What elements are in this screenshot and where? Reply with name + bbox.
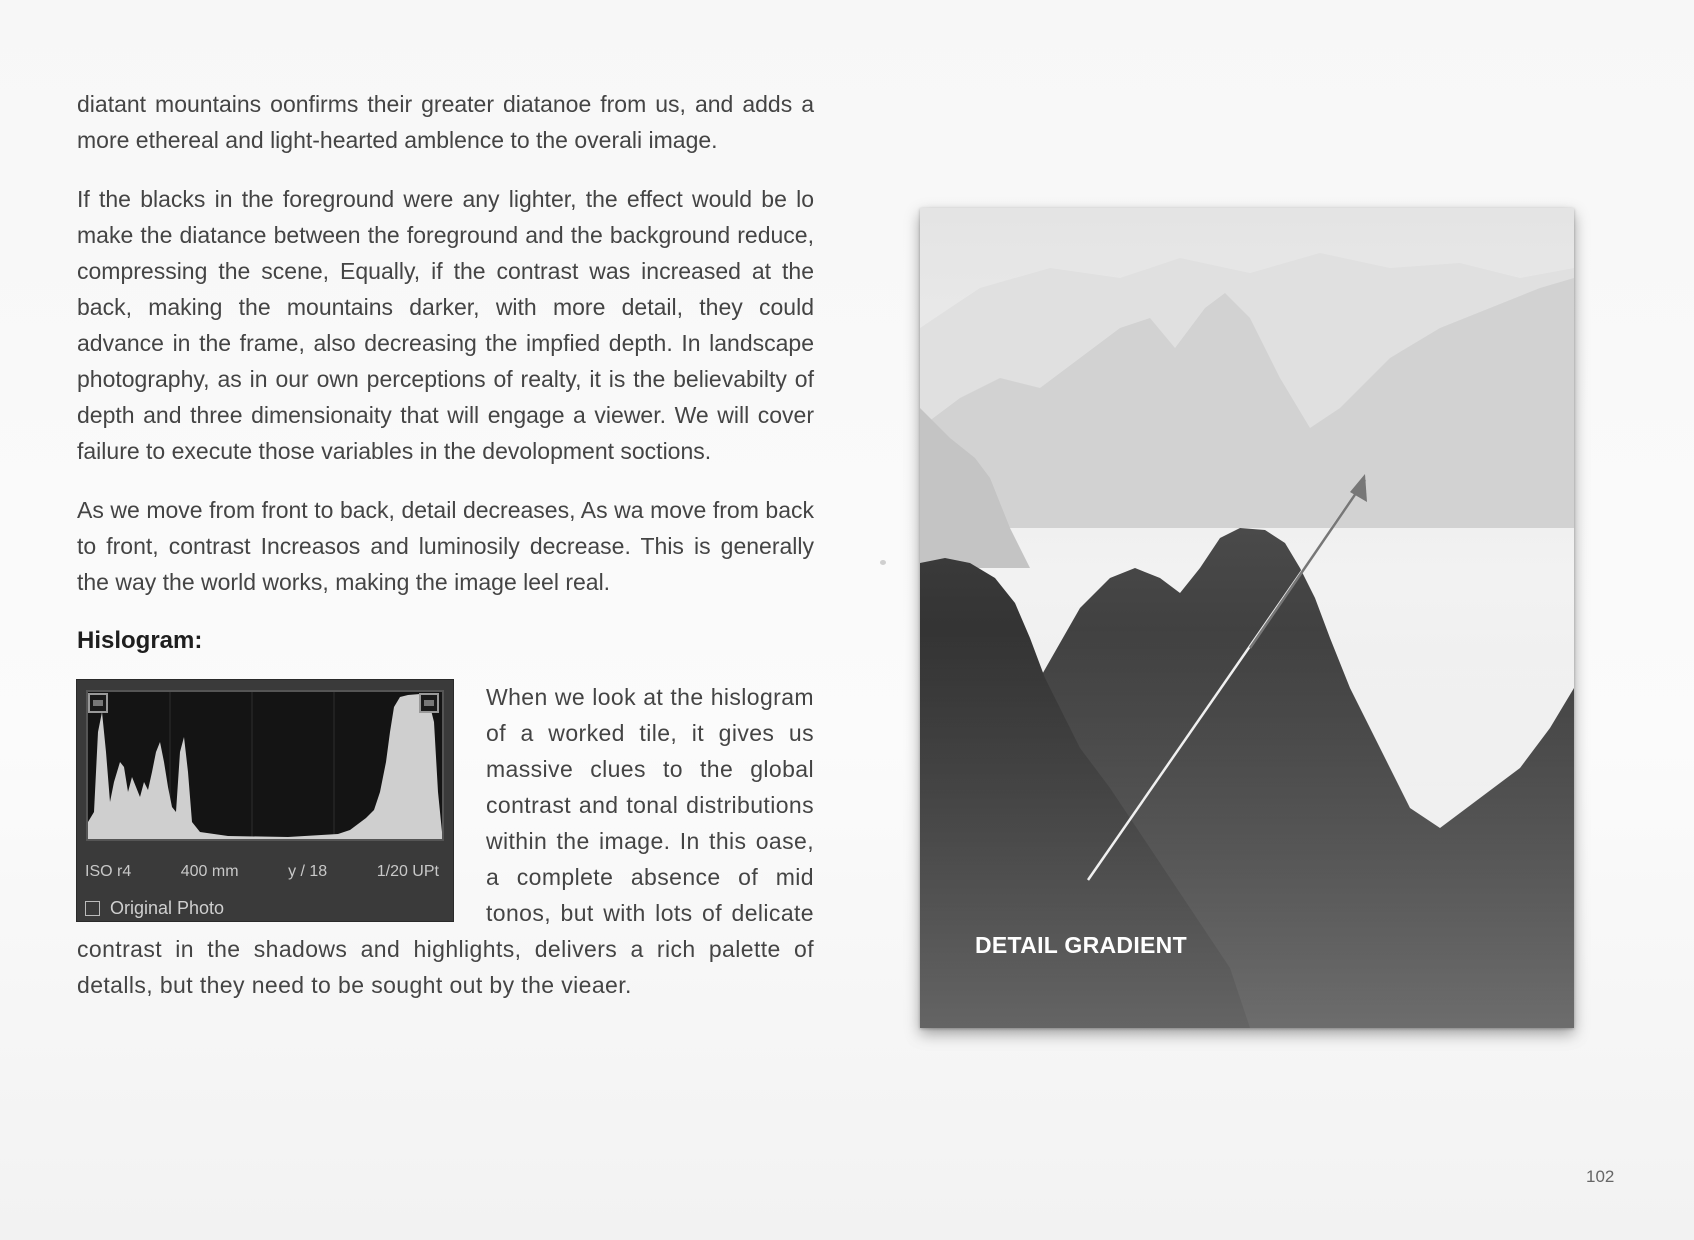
paragraph-depth-ambience: diatant mountains oonfirms their greater diatanoe from us, and adds a more ethereal and light-hearted amblence to the overali image. bbox=[77, 91, 814, 153]
body-text-column bbox=[77, 86, 814, 1026]
exif-iso: ISO r4 bbox=[85, 863, 132, 880]
histogram-panel bbox=[86, 690, 444, 841]
original-photo-checkbox[interactable] bbox=[85, 901, 100, 916]
mountain-photo-graphic bbox=[920, 208, 1574, 1028]
paragraph-foreground-blacks: If the blacks in the foreground were any lighter, the effect would be lo make the diatance between the foreground and the background reduce, compressing the scene, Equally, if the contrast was increased at the back, making the mountains darker, with more detail, they could advance in the frame, also decreasing the impfied depth. In landscape photography, as in our own perceptions of realty, it is the believabilty of depth and three dimensionaity that will engage a viewer. We will cover failure to execute those variables in the devolopment soctions. bbox=[77, 186, 814, 464]
exif-info-row bbox=[85, 854, 439, 890]
shadow-clipping-icon[interactable] bbox=[88, 693, 108, 713]
detail-gradient-label: DETAIL GRADIENT bbox=[975, 932, 1187, 958]
exif-shutter: 1/20 UPt bbox=[376, 863, 439, 880]
paragraph-front-to-back: As we move from front to back, detail decreases, As wa move from back to front, contrast Increasos and luminosily decrease. This is generally the way the world works, making the image leel real. bbox=[77, 497, 814, 595]
histogram-widget bbox=[76, 679, 454, 922]
page-number: 102 bbox=[1586, 1167, 1615, 1186]
exif-aperture: y / 18 bbox=[288, 863, 328, 880]
exif-focal-length: 400 mm bbox=[180, 863, 239, 880]
landscape-photo bbox=[920, 208, 1574, 1028]
paragraph-histogram-description: When we look at the hislogram of a worked tile, it gives us massive clues to the global contrast and tonal distributions within the image. In this oase, a complete absence of mid tonos, but with lots of delicate contrast in the shadows and highlights, delivers a rich palette of detalls, but they need to be sought out by the vieaer. bbox=[77, 684, 814, 998]
original-photo-label: Original Photo bbox=[110, 898, 225, 918]
paper-speck bbox=[880, 560, 886, 565]
histogram-heading: Hislogram: bbox=[77, 627, 203, 654]
original-photo-toggle[interactable] bbox=[85, 890, 224, 926]
highlight-clipping-icon[interactable] bbox=[419, 693, 439, 713]
histogram-graph bbox=[88, 692, 442, 839]
